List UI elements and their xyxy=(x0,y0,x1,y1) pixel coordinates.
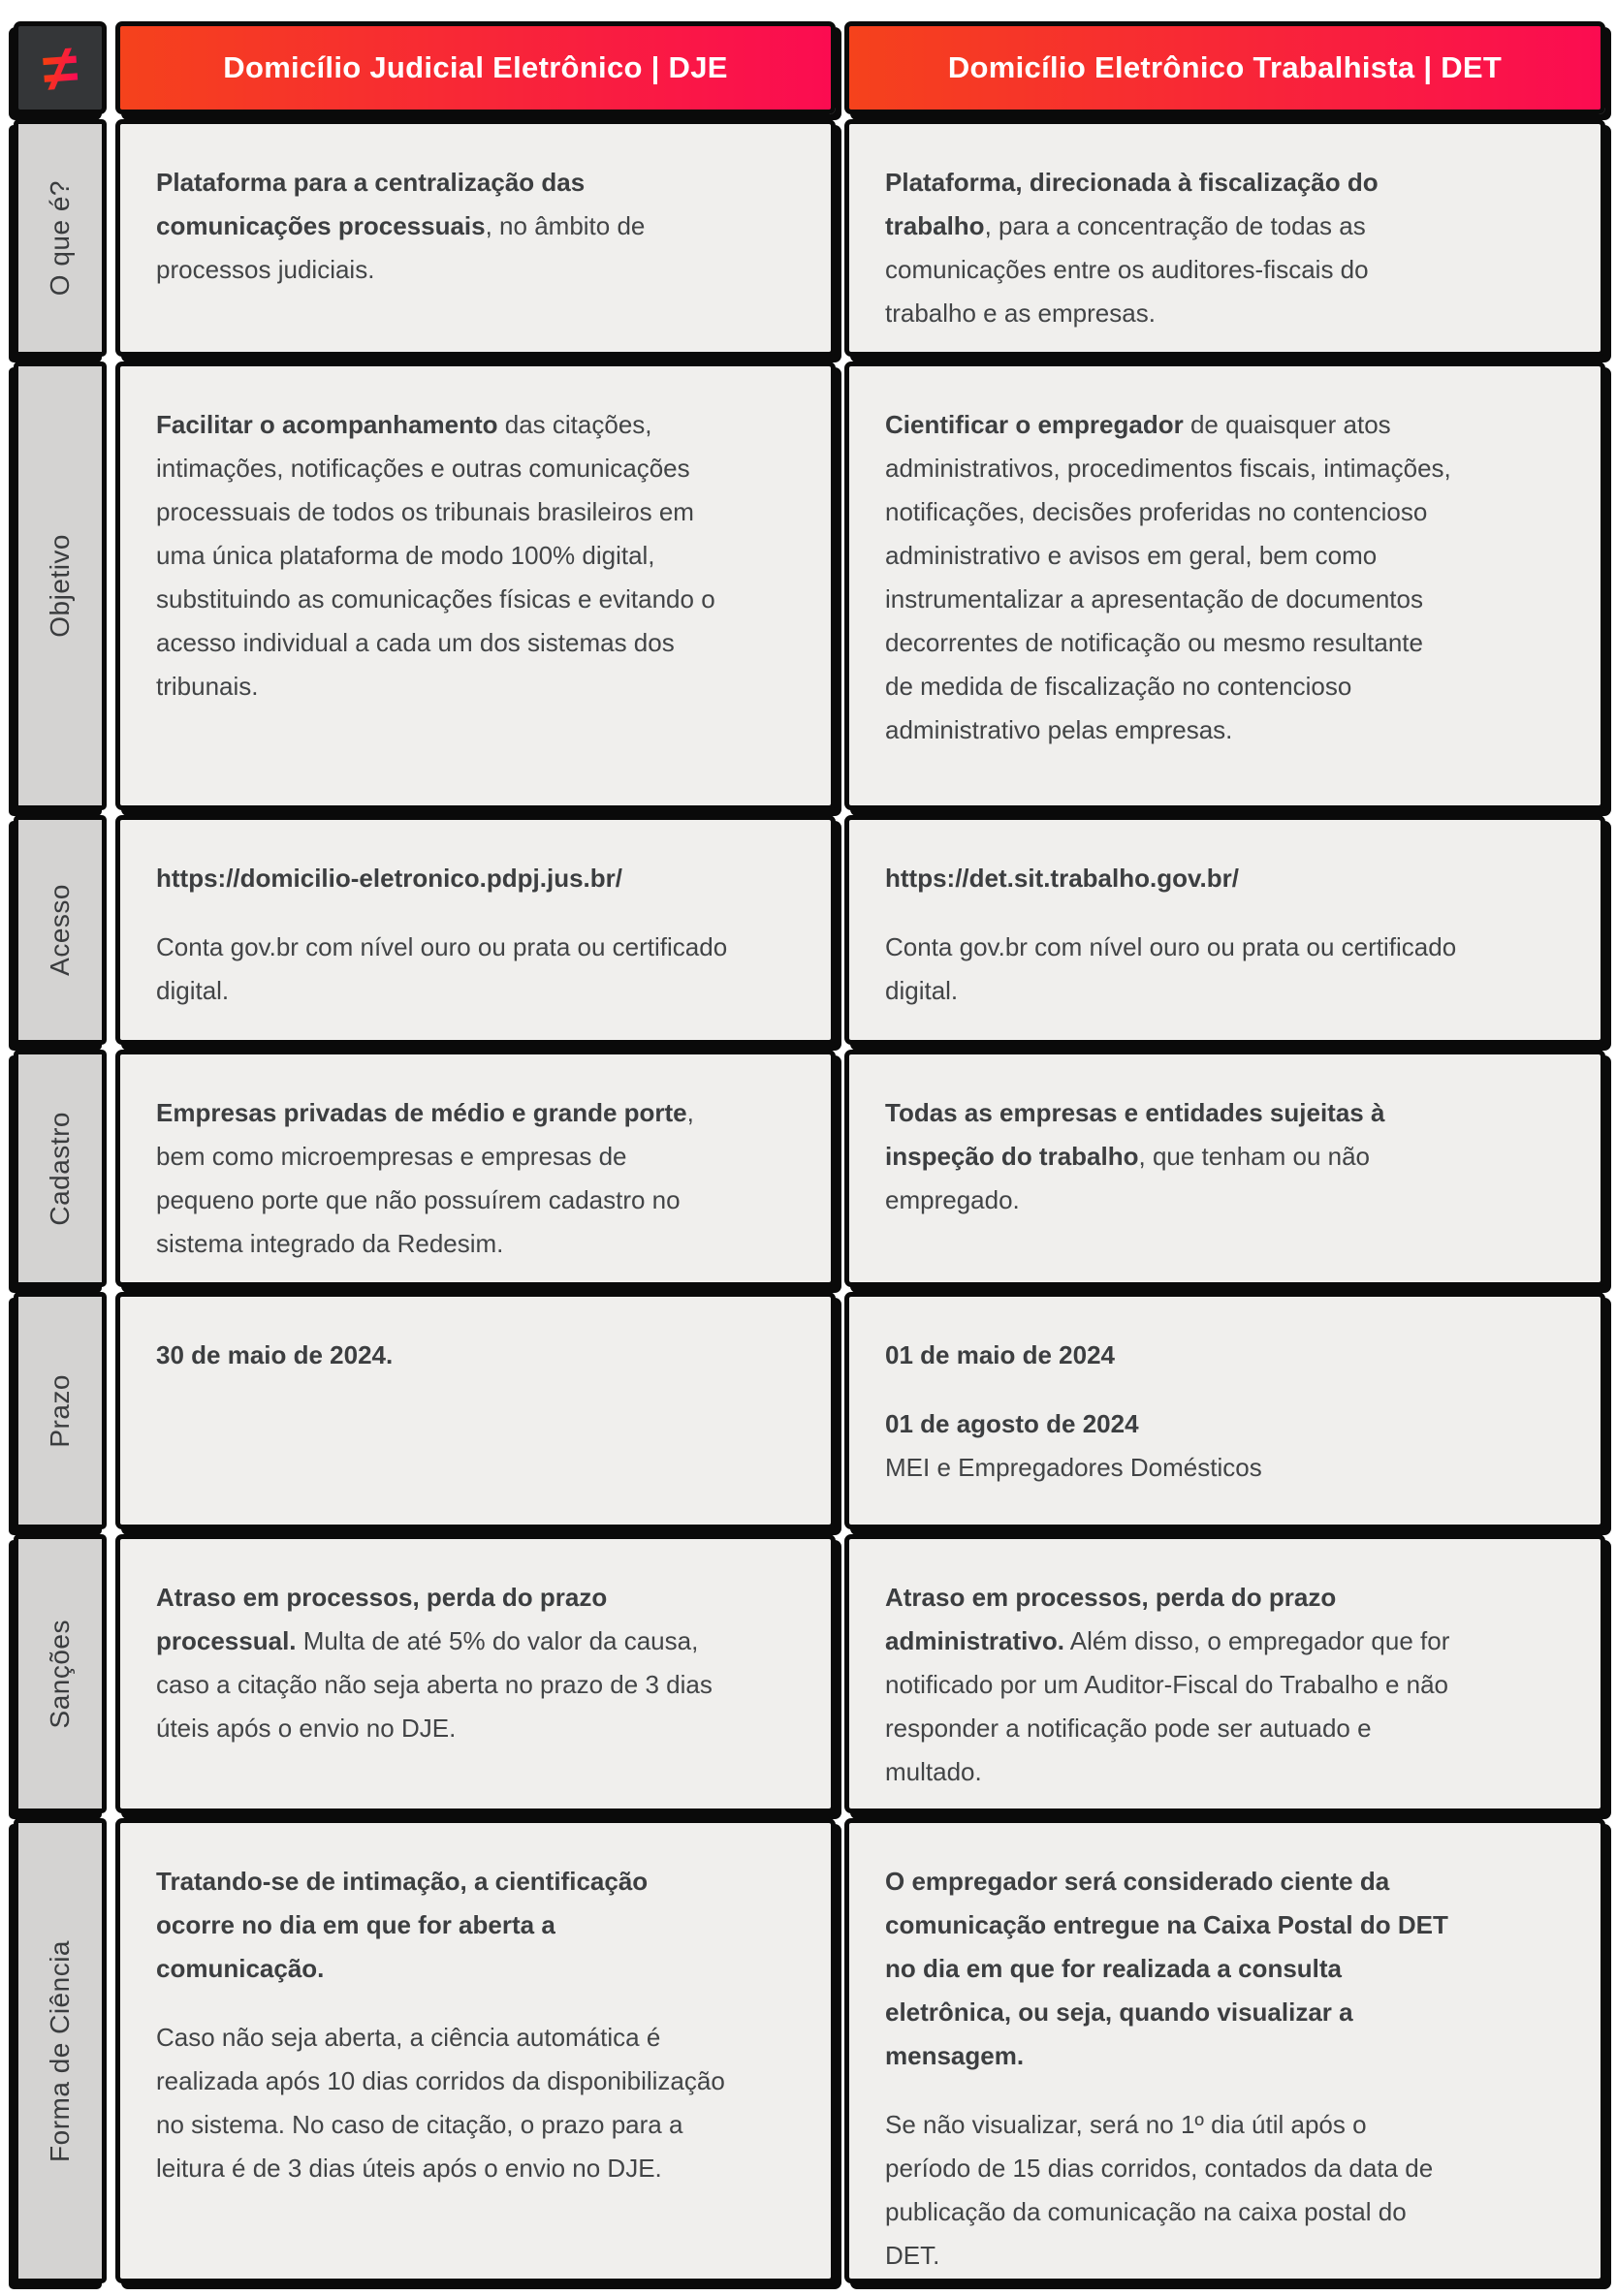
row-label-text: Prazo xyxy=(45,1373,75,1448)
row-label-sancoes xyxy=(14,1534,107,1813)
row-label-text: Acesso xyxy=(45,884,75,976)
cell-dje-sancoes xyxy=(115,1534,836,1813)
row-label-prazo xyxy=(14,1292,107,1529)
paragraph: Facilitar o acompanhamento das citações, intimações, notificações e outras comunicações processuais de todos os tribunais brasileiros em uma única plataforma de modo 100% digital, substituindo as comunicações físicas e evitando o acesso individual a cada um dos sistemas dos tribunais. xyxy=(156,410,715,701)
paragraph: Todas as empresas e entidades sujeitas à inspeção do trabalho, que tenham ou não empregado. xyxy=(885,1098,1385,1214)
paragraph: Cientificar o empregador de quaisquer atos administrativos, procedimentos fiscais, intimações, notificações, decisões proferidas no contencioso administrativo e avisos em geral, bem como instrumentalizar a apresentação de documentos decorrentes de notificação ou mesmo resultante de medida de fiscalização no contencioso administrativo pelas empresas. xyxy=(885,410,1451,744)
paragraph: Plataforma para a centralização das comunicações processuais, no âmbito de processos judiciais. xyxy=(156,168,646,284)
paragraph: 30 de maio de 2024. xyxy=(156,1340,394,1369)
cell-det-forma-de-ciencia xyxy=(844,1818,1605,2283)
cell-det-cadastro xyxy=(844,1050,1605,1287)
not-equal-icon: ≠ xyxy=(40,30,80,106)
row-label-acesso xyxy=(14,815,107,1045)
cell-dje-acesso xyxy=(115,815,836,1045)
paragraph: 01 de maio de 2024 xyxy=(885,1340,1116,1369)
cell-det-acesso xyxy=(844,815,1605,1045)
paragraph: Tratando-se de intimação, a cientificação ocorre no dia em que for aberta a comunicação. xyxy=(156,1867,649,1983)
cell-dje-o-que-e xyxy=(115,119,836,357)
row-label-o-que-e xyxy=(14,119,107,357)
column-header-det: Domicílio Eletrônico Trabalhista | DET xyxy=(844,21,1605,114)
row-label-text: Forma de Ciência xyxy=(45,1939,75,2162)
row-label-text: Cadastro xyxy=(45,1111,75,1226)
cell-dje-cadastro xyxy=(115,1050,836,1287)
paragraph: Conta gov.br com nível ouro ou prata ou certificado digital. xyxy=(156,932,728,1005)
row-label-text: O que é? xyxy=(45,179,75,297)
cell-dje-objetivo xyxy=(115,362,836,810)
cell-det-o-que-e xyxy=(844,119,1605,357)
paragraph: Plataforma, direcionada à fiscalização do trabalho, para a concentração de todas as comunicações entre os auditores-fiscais do trabalho e as empresas. xyxy=(885,168,1379,328)
paragraph: 01 de agosto de 2024 MEI e Empregadores Domésticos xyxy=(885,1409,1262,1482)
cell-dje-prazo xyxy=(115,1292,836,1529)
row-label-cadastro xyxy=(14,1050,107,1287)
row-label-objetivo xyxy=(14,362,107,810)
corner-badge xyxy=(14,21,107,114)
url-text: https://det.sit.trabalho.gov.br/ xyxy=(885,864,1239,893)
column-header-dje: Domicílio Judicial Eletrônico | DJE xyxy=(115,21,836,114)
cell-det-objetivo xyxy=(844,362,1605,810)
row-label-forma-de-ciencia xyxy=(14,1818,107,2283)
paragraph: Se não visualizar, será no 1º dia útil após o período de 15 dias corridos, contados da data de publicação da comunicação na caixa postal do DET. xyxy=(885,2110,1434,2270)
url-text: https://domicilio-eletronico.pdpj.jus.br/ xyxy=(156,864,622,893)
row-label-text: Objetivo xyxy=(45,534,75,638)
paragraph: O empregador será considerado ciente da comunicação entregue na Caixa Postal do DET no dia em que for realizada a consulta eletrônica, ou seja, quando visualizar a mensagem. xyxy=(885,1867,1448,2070)
paragraph: Conta gov.br com nível ouro ou prata ou certificado digital. xyxy=(885,932,1457,1005)
cell-dje-forma-de-ciencia xyxy=(115,1818,836,2283)
paragraph: Caso não seja aberta, a ciência automática é realizada após 10 dias corridos da disponibilização no sistema. No caso de citação, o prazo para a leitura é de 3 dias úteis após o envio no DJE. xyxy=(156,2023,725,2183)
cell-det-sancoes xyxy=(844,1534,1605,1813)
row-label-text: Sanções xyxy=(45,1619,75,1729)
paragraph: Atraso em processos, perda do prazo processual. Multa de até 5% do valor da causa, caso a citação não seja aberta no prazo de 3 dias úteis após o envio no DJE. xyxy=(156,1583,713,1743)
paragraph: Atraso em processos, perda do prazo administrativo. Além disso, o empregador que for notificado por um Auditor-Fiscal do Trabalho e não responder a notificação pode ser autuado e multado. xyxy=(885,1583,1450,1786)
cell-det-prazo xyxy=(844,1292,1605,1529)
comparison-grid xyxy=(14,21,1605,2283)
paragraph: Empresas privadas de médio e grande porte, bem como microempresas e empresas de pequeno porte que não possuírem cadastro no sistema integrado da Redesim. xyxy=(156,1098,694,1258)
